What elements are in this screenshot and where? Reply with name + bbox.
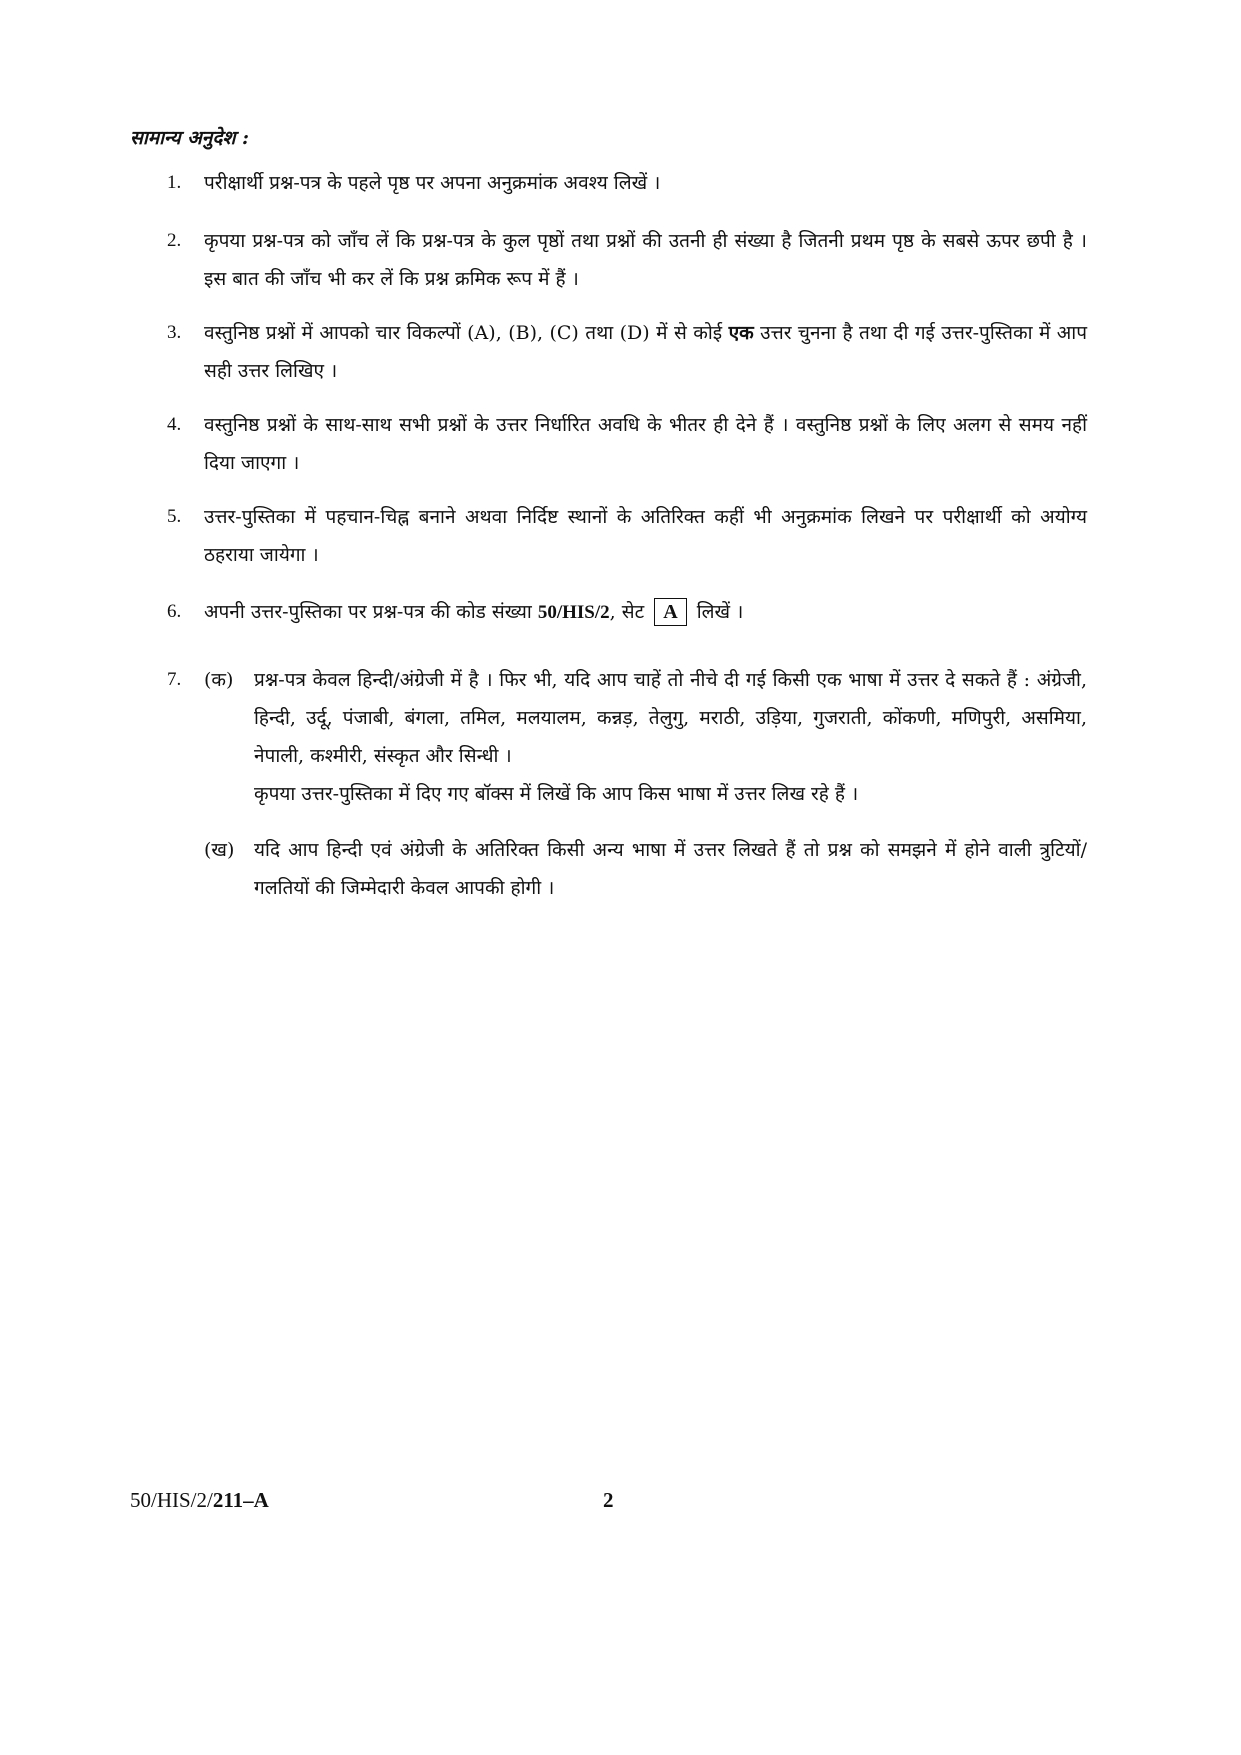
instruction-item-2 [167,222,1087,298]
item-number: 7. [167,669,182,690]
item-text-part: वस्तुनिष्ठ प्रश्नों में आपको चार विकल्पों (A), (B), (C) तथा (D) में से कोई [204,322,729,344]
item-number: 3. [167,322,182,343]
item-text-part: अपनी उत्तर-पुस्तिका पर प्रश्न-पत्र की कोड संख्या [204,601,538,623]
sub-item-text: प्रश्न-पत्र केवल हिन्दी/अंग्रेजी में है । फिर भी, यदि आप चाहें तो नीचे दी गई किसी एक भाषा में उत्तर दे सकते हैं : अंग्रेजी, हिन्दी, उर्दू, पंजाबी, बंगला, तमिल, मलयालम, कन्नड़, तेलुगु, मराठी, उड़िया, गुजराती, कोंकणी, मणिपुरी, असमिया, नेपाली, कश्मीरी, संस्कृत और सिन्धी । [254,669,1087,767]
footer-code-prefix: 50/HIS/2/ [130,1488,213,1512]
instruction-item-4 [167,406,1087,482]
instruction-item-7 [167,661,1087,907]
sub-item-ka [204,661,1087,813]
sub-item-marker: (क) [204,669,234,691]
item-number: 5. [167,506,182,527]
item-text: वस्तुनिष्ठ प्रश्नों के साथ-साथ सभी प्रश्नों के उत्तर निर्धारित अवधि के भीतर ही देने हैं । वस्तुनिष्ठ प्रश्नों के लिए अलग से समय नहीं दिया जाएगा । [204,414,1087,474]
item-number: 4. [167,414,182,435]
sub-item-text-2: कृपया उत्तर-पुस्तिका में दिए गए बॉक्स में लिखें कि आप किस भाषा में उत्तर लिख रहे हैं । [254,783,859,805]
instruction-item-6 [167,593,1087,632]
item-number: 1. [167,172,182,193]
paper-code: 50/HIS/2 [537,602,610,623]
sub-item-marker: (ख) [204,839,235,861]
item-7-body [204,661,1087,907]
item-text-part: , सेट [609,601,651,623]
item-number: 2. [167,230,182,251]
instruction-item-3 [167,314,1087,390]
item-text: उत्तर-पुस्तिका में पहचान-चिह्न बनाने अथवा निर्दिष्ट स्थानों के अतिरिक्त कहीं भी अनुक्रमांक लिखने पर परीक्षार्थी को अयोग्य ठहराया जायेगा । [204,506,1087,566]
bold-word: एक [728,322,754,344]
item-text: परीक्षार्थी प्रश्न-पत्र के पहले पृष्ठ पर अपना अनुक्रमांक अवश्य लिखें । [204,172,661,194]
instruction-item-5 [167,498,1087,574]
footer-code-suffix: 211–A [212,1488,269,1512]
item-text [204,593,1087,632]
general-instructions-heading: सामान्य अनुदेश : [130,127,249,149]
item-text: कृपया प्रश्न-पत्र को जाँच लें कि प्रश्न-पत्र के कुल पृष्ठों तथा प्रश्नों की उतनी ही संख्या है जितनी प्रथम पृष्ठ के सबसे ऊपर छपी है । इस बात की जाँच भी कर लें कि प्रश्न क्रमिक रूप में हैं । [204,230,1087,290]
footer-paper-code [130,1488,269,1513]
item-number: 6. [167,601,182,622]
instruction-item-1 [167,164,1087,202]
item-text [204,314,1087,390]
sub-item-text: यदि आप हिन्दी एवं अंग्रेजी के अतिरिक्त किसी अन्य भाषा में उत्तर लिखते हैं तो प्रश्न को समझने में होने वाली त्रुटियों/गलतियों की जिम्मेदारी केवल आपकी होगी । [254,839,1087,899]
set-box: A [654,598,686,626]
sub-item-kha [204,831,1087,907]
page-number: 2 [603,1488,614,1512]
item-text-part: लिखें । [690,601,744,623]
item-text-part: उत्तर चुनना है तथा दी गई उत्तर-पुस्तिका में आप सही उत्तर लिखिए । [204,322,1087,382]
